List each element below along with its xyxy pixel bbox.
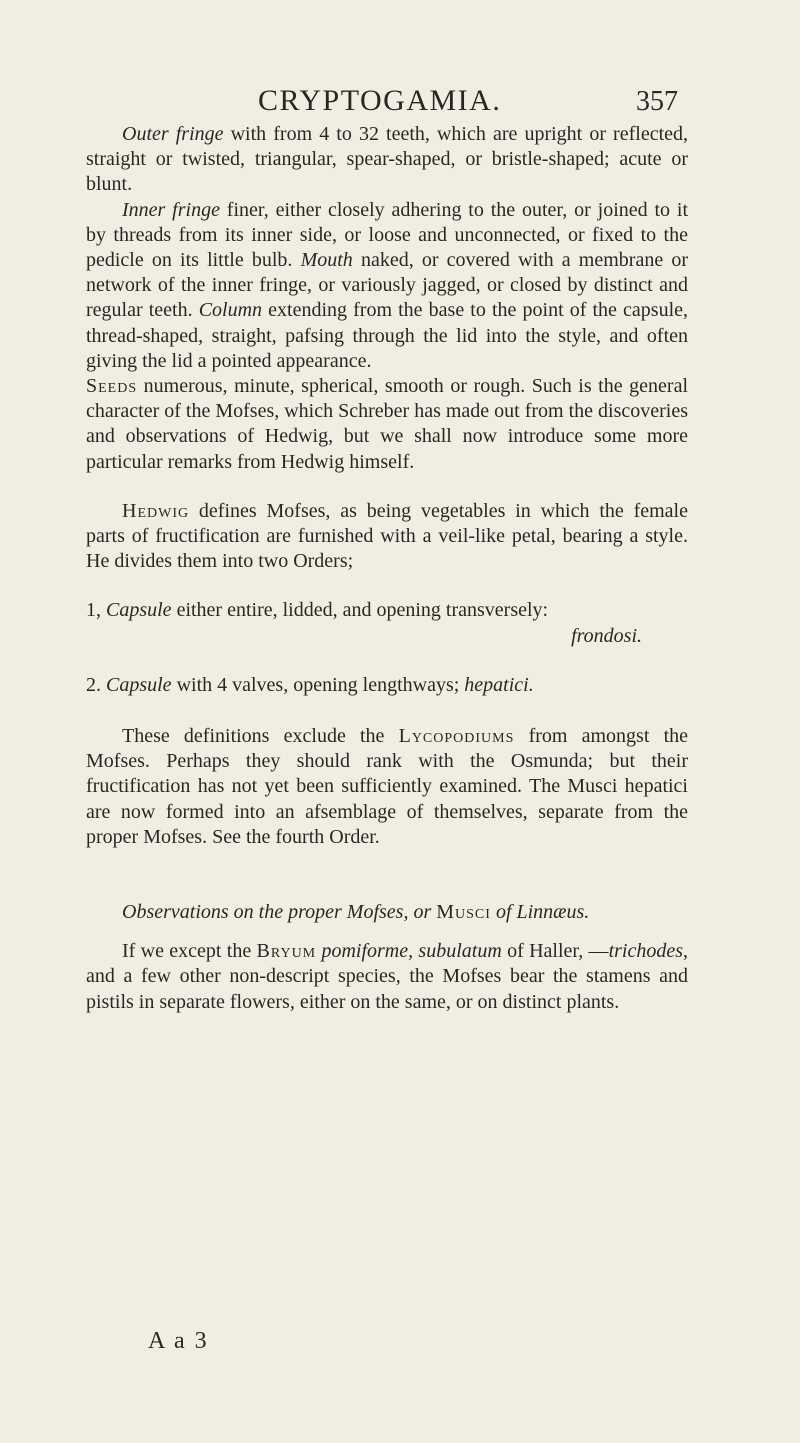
order-two-term: Capsule [106,673,172,696]
text-observations-b: of Haller, — [501,940,609,963]
running-title: CRYPTOGAMIA. [258,84,502,117]
order-one-name-line [86,624,688,649]
term-bryum: Bryum [256,940,317,963]
order-one-name: frondosi. [571,624,642,647]
text-observations-a: If we except the [122,940,257,963]
paragraph-observations [86,939,688,1015]
body-text [86,122,688,1015]
text-observations-c: , and a few other non-descript species, the Mofses bear the stamens and pistils in separate flowers, either on the same, or on distinct plants. [86,940,688,1013]
text-definitions-b: from amongst the Mofses. Perhaps they should rank with the Osmunda; but their fructification has not yet been sufficiently examined. The Musci hepatici are now formed into an afsemblage of themselves, separate from the proper Mofses. See the fourth Order. [86,725,688,848]
term-mouth: Mouth [300,249,353,272]
page-number: 357 [636,86,678,117]
term-column: Column [198,299,263,322]
order-two-text: with 4 valves, opening lengthways; [171,673,465,696]
term-lycopodiums: Lycopodiums [398,725,515,748]
text-hedwig: defines Mofses, as being vegetables in which the female parts of fructification are furnished with a veil-like petal, bearing a style. He divides them into two Orders; [86,499,688,573]
paragraph-inner-fringe [86,198,688,374]
order-one [86,598,688,623]
order-one-term: Capsule [106,599,172,622]
paragraph-definitions [86,724,688,850]
term-seeds: Seeds [86,375,138,398]
text-definitions-a: These definitions exclude the [122,725,399,748]
order-two-number: 2. [86,673,106,696]
heading-musci: Musci [436,901,491,924]
text-mouth: naked, or covered with a membrane or network of the inner fringe, or variously jagged, or closed by distinct and regular teeth. [86,249,689,322]
text-outer-fringe: with from 4 to 32 teeth, which are upright or reflected, straight or twisted, triangular, spear-shaped, or bristle-shaped; acute or blunt. [86,123,688,196]
term-inner-fringe: Inner fringe [122,198,220,221]
heading-part-c: of Linnæus. [490,901,590,924]
text-seeds: numerous, minute, spherical, smooth or rough. Such is the general character of the Mofses, which Schreber has made out from the discoveries and observations of Hedwig, but we shall now introduce some more particular remarks from Hedwig himself. [86,375,689,473]
term-pomiforme: pomiforme, subulatum [316,940,502,963]
order-two-name: hepatici. [464,673,534,696]
term-outer-fringe: Outer fringe [122,123,224,145]
order-one-text: either entire, lidded, and opening transversely: [171,599,549,622]
text-column: extending from the base to the point of the capsule, thread-shaped, straight, pafsing through the lid into the style, and often giving the lid a pointed appearance. [86,299,688,372]
heading-part-a: Observations on the proper Mofses, or [122,901,437,924]
paragraph-seeds [86,374,688,475]
section-heading [86,900,688,925]
term-hedwig: Hedwig [122,499,190,522]
signature-mark: A a 3 [148,1328,209,1354]
order-two [86,673,688,698]
running-head [0,84,800,124]
term-trichodes: trichodes [608,940,683,963]
paragraph-hedwig [86,499,688,575]
text-inner-fringe: finer, either closely adhering to the outer, or joined to it by threads from its inner side, or loose and unconnected, or fixed to the pedicle on its little bulb. [86,198,688,272]
paragraph-outer-fringe [86,122,688,198]
order-one-number: 1, [86,599,106,622]
